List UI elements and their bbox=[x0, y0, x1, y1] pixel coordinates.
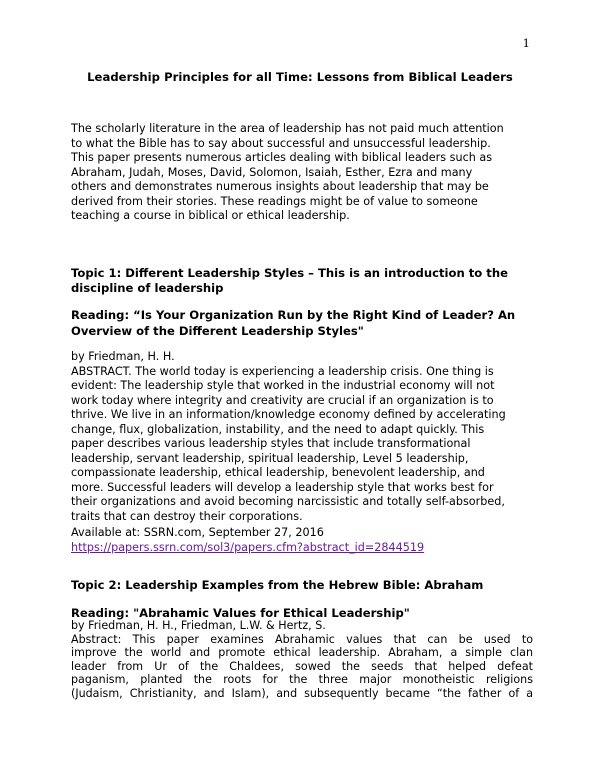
topic1-availability bbox=[71, 526, 533, 555]
abstract-line: work today where integrity and creativity are crucial if an organization is to bbox=[71, 393, 494, 407]
topic1-author: by Friedman, H. H. bbox=[71, 350, 175, 363]
topic1-heading bbox=[71, 266, 533, 296]
topic2-abstract bbox=[71, 633, 533, 700]
intro-line: The scholarly literature in the area of leadership has not paid much attention bbox=[71, 122, 504, 135]
abstract-line: their organizations and avoid becoming narcissistic and totally self-absorbed, bbox=[71, 495, 505, 508]
topic2-author: by Friedman, H. H., Friedman, L.W. & Hertz, S. bbox=[71, 619, 326, 632]
intro-paragraph bbox=[71, 122, 533, 224]
abstract-line: more. Successful leaders will develop a leadership style that works best for bbox=[71, 480, 494, 494]
intro-line: Abraham, Judah, Moses, David, Solomon, Isaiah, Esther, Ezra and many bbox=[71, 165, 473, 179]
abstract-line: thrive. We live in an information/knowledge economy defined by accelerating bbox=[71, 408, 506, 421]
abstract-line: (Judaism, Christianity, and Islam), and subsequently became “the father of a bbox=[71, 686, 533, 700]
topic1-reading-title bbox=[71, 307, 533, 339]
intro-line: others and demonstrates numerous insights about leadership that may be bbox=[71, 180, 489, 193]
abstract-line: leader from Ur of the Chaldees, sowed the seeds that helped defeat bbox=[71, 659, 533, 673]
intro-line: This paper presents numerous articles dealing with biblical leaders such as bbox=[71, 151, 493, 164]
topic2-reading-title: Reading: "Abrahamic Values for Ethical Leadership" bbox=[71, 606, 410, 620]
abstract-line: paganism, planted the roots for the three major monotheistic religions bbox=[71, 673, 533, 687]
topic1-heading-line: discipline of leadership bbox=[71, 281, 224, 295]
abstract-line: improve the world and promote ethical leadership. Abraham, a simple clan bbox=[71, 646, 533, 660]
intro-line: to what the Bible has to say about successful and unsuccessful leadership. bbox=[71, 136, 491, 150]
page-number: 1 bbox=[522, 36, 530, 50]
document-title: Leadership Principles for all Time: Lessons from Biblical Leaders bbox=[87, 70, 513, 84]
available-text: Available at: SSRN.com, September 27, 2016 bbox=[71, 526, 324, 539]
abstract-line: change, flux, globalization, instability, and the need to adapt quickly. This bbox=[71, 422, 485, 436]
abstract-line: Abstract: This paper examines Abrahamic values that can be used to bbox=[71, 633, 533, 646]
topic1-heading-line: Topic 1: Different Leadership Styles – This is an introduction to the bbox=[71, 266, 508, 280]
intro-line: derived from their stories. These readings might be of value to someone bbox=[71, 194, 478, 208]
topic2-heading: Topic 2: Leadership Examples from the Hebrew Bible: Abraham bbox=[71, 578, 484, 592]
abstract-line: leadership, servant leadership, spiritual leadership, Level 5 leadership, bbox=[71, 451, 469, 465]
abstract-line: traits that can destroy their corporations. bbox=[71, 509, 303, 523]
abstract-line: paper describes various leadership styles that include transformational bbox=[71, 437, 471, 450]
topic1-reading-line: Overview of the Different Leadership Styles" bbox=[71, 324, 364, 338]
intro-line: teaching a course in biblical or ethical leadership. bbox=[71, 209, 350, 222]
abstract-line: compassionate leadership, ethical leadership, benevolent leadership, and bbox=[71, 466, 485, 479]
topic1-abstract bbox=[71, 350, 533, 524]
abstract-line: evident: The leadership style that worked in the industrial economy will not bbox=[71, 379, 495, 392]
topic1-reading-line: Reading: “Is Your Organization Run by the Right Kind of Leader? An bbox=[71, 308, 516, 322]
ssrn-link[interactable]: https://papers.ssrn.com/sol3/papers.cfm?abstract_id=2844519 bbox=[71, 540, 425, 554]
abstract-line: ABSTRACT. The world today is experiencing a leadership crisis. One thing is bbox=[71, 364, 494, 378]
